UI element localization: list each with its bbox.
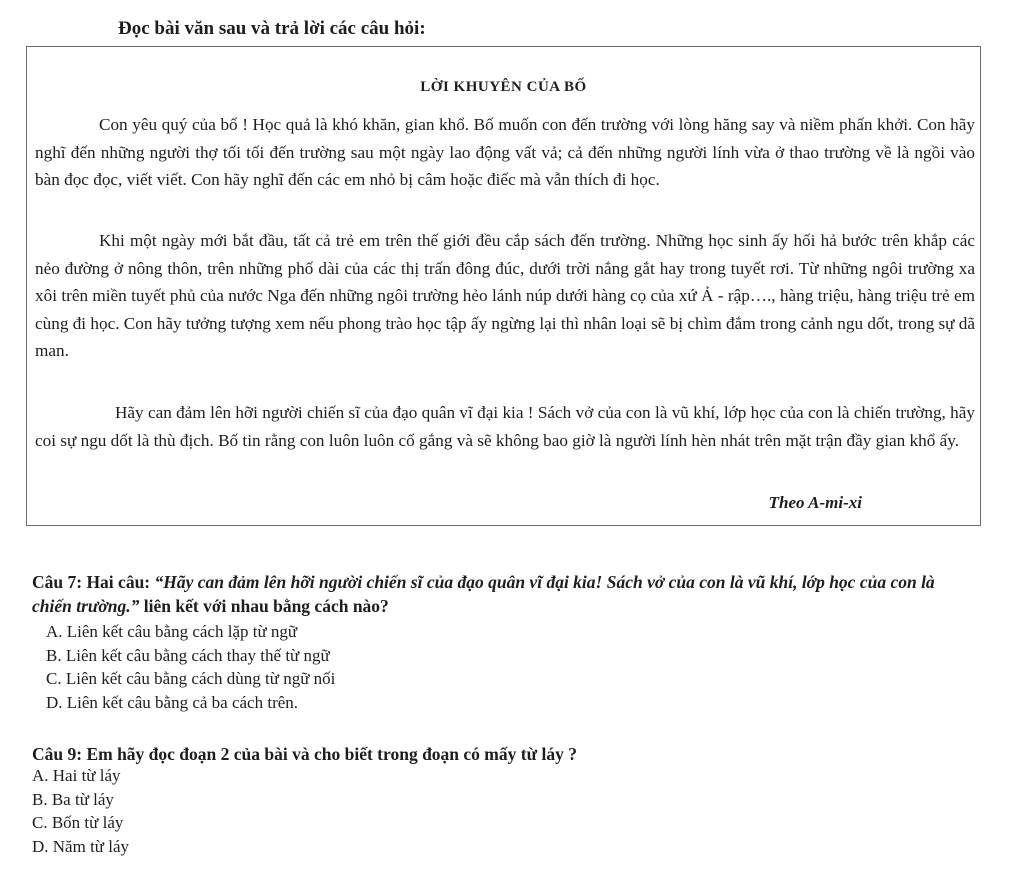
- question-7-quote: “Hãy can đảm lên hỡi người chiến sĩ của đạo quân vĩ đại kia! Sách vở của con là vũ khí, lớp học của con là chiến trường.”: [32, 572, 935, 616]
- question-7-prompt: liên kết với nhau bằng cách nào?: [139, 596, 389, 616]
- question-7-option-d: D. Liên kết câu bằng cả ba cách trên.: [46, 692, 299, 712]
- instruction-heading: Đọc bài văn sau và trả lời các câu hỏi:: [118, 18, 426, 39]
- question-7-option-c: C. Liên kết câu bằng cách dùng từ ngữ nối: [46, 669, 336, 688]
- passage-source: Theo A-mi-xi: [768, 493, 862, 512]
- question-7-options: [46, 620, 335, 714]
- question-7: [32, 570, 977, 618]
- passage-paragraph-2: Khi một ngày mới bắt đầu, tất cả trẻ em trên thế giới đều cắp sách đến trường. Những học sinh ấy hối hả bước trên khắp các nẻo đường ở nông thôn, trên những phố dài của các thị trấn đông đúc, dưới trời nắng gắt hay trong tuyết rơi. Từ những ngôi trường xa xôi trên miền tuyết phủ của nước Nga đến những ngôi trường hẻo lánh núp dưới hàng cọ của xứ Ả - rập…., hàng triệu, hàng triệu trẻ em cùng đi học. Con hãy tưởng tượng xem nếu phong trào học tập ấy ngừng lại thì nhân loại sẽ bị chìm đắm trong cảnh ngu dốt, trong sự dã man.: [35, 231, 975, 360]
- question-7-option-a: A. Liên kết câu bằng cách lặp từ ngữ: [46, 622, 298, 641]
- question-9-option-b: B. Ba từ láy: [32, 789, 114, 809]
- passage-paragraph-1: Con yêu quý của bố ! Học quả là khó khăn, gian khổ. Bố muốn con đến trường với lòng hăng say và niềm phấn khởi. Con hãy nghĩ đến những người thợ tối tối đến trường sau một ngày lao động vất vả; cả đến những người lính vừa ở thao trường về là ngồi vào bàn đọc đọc, viết viết. Con hãy nghĩ đến các em nhỏ bị câm hoặc điếc mà vẫn thích đi học.: [35, 115, 975, 189]
- question-7-label: Câu 7: Hai câu:: [32, 572, 155, 592]
- question-9-options: [32, 764, 129, 858]
- question-9-option-a: A. Hai từ láy: [32, 766, 121, 785]
- passage-title: LỜI KHUYÊN CỦA BỐ: [420, 79, 587, 95]
- question-7-option-b: B. Liên kết câu bằng cách thay thế từ ngữ: [46, 645, 330, 665]
- question-9-option-d: D. Năm từ láy: [32, 836, 130, 856]
- question-9: Câu 9: Em hãy đọc đoạn 2 của bài và cho biết trong đoạn có mấy từ láy ?: [32, 744, 577, 764]
- passage-box: [26, 46, 981, 526]
- question-9-option-c: C. Bốn từ láy: [32, 813, 124, 832]
- passage-paragraph-3: Hãy can đảm lên hỡi người chiến sĩ của đạo quân vĩ đại kia ! Sách vở của con là vũ khí, lớp học của con là chiến trường, hãy coi sự ngu dốt là thù địch. Bố tin rằng con luôn luôn cố gắng và sẽ không bao giờ là người lính hèn nhát trên mặt trận đầy gian khổ ấy.: [35, 403, 975, 450]
